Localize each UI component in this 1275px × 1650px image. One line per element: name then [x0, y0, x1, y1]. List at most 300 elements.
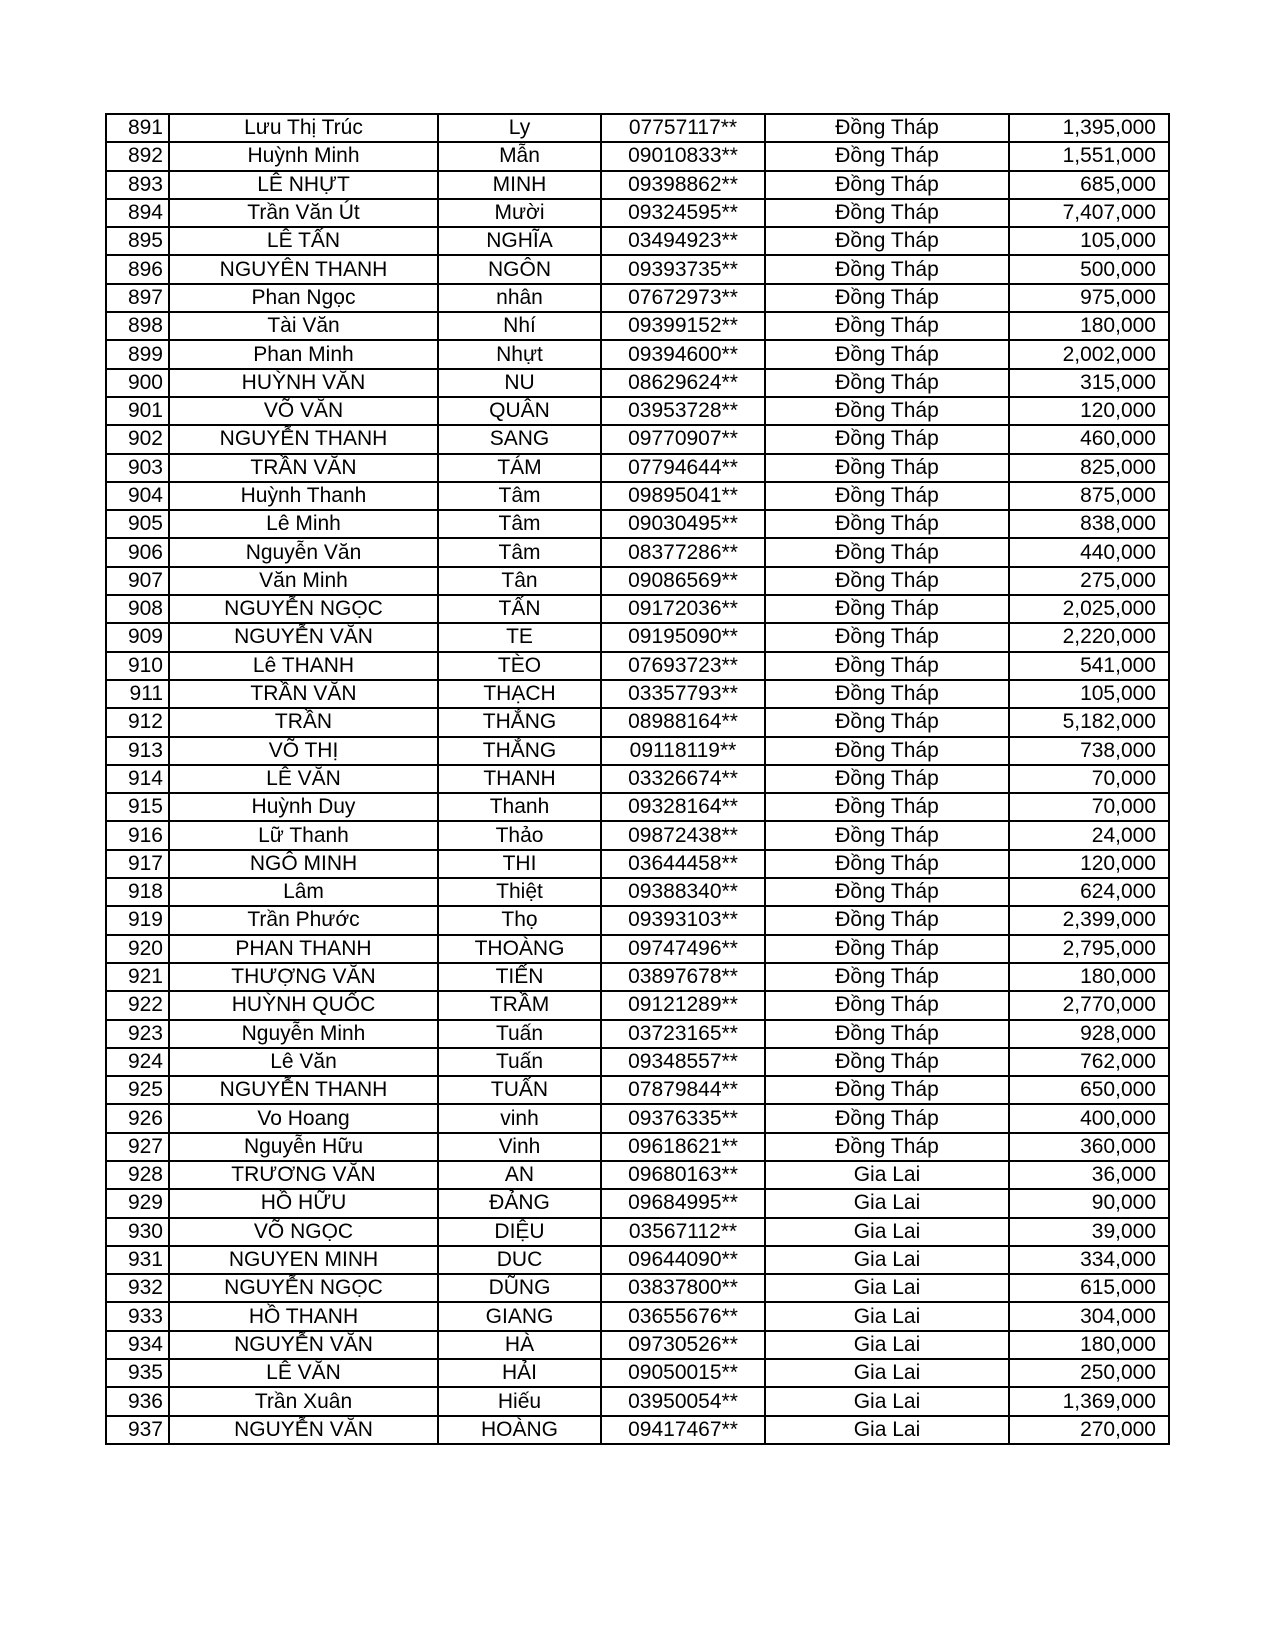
amount-cell: 1,551,000: [1009, 142, 1169, 170]
surname-cell: Tài Văn: [169, 312, 438, 340]
row-number-cell: 922: [106, 991, 169, 1019]
table-row: [106, 397, 1169, 425]
surname-cell: Lê Minh: [169, 510, 438, 538]
given-name-cell: HẢI: [438, 1359, 601, 1387]
row-number-cell: 911: [106, 680, 169, 708]
surname-cell: Nguyễn Minh: [169, 1020, 438, 1048]
amount-cell: 400,000: [1009, 1104, 1169, 1132]
surname-cell: Nguyễn Hữu: [169, 1133, 438, 1161]
table-row: [106, 538, 1169, 566]
table-row: [106, 765, 1169, 793]
given-name-cell: DŨNG: [438, 1274, 601, 1302]
phone-cell: 09770907**: [601, 425, 765, 453]
given-name-cell: HOÀNG: [438, 1416, 601, 1444]
surname-cell: THƯỢNG VĂN: [169, 963, 438, 991]
province-cell: Đồng Tháp: [765, 369, 1009, 397]
given-name-cell: Thảo: [438, 821, 601, 849]
surname-cell: NGUYỄN VĂN: [169, 623, 438, 651]
table-row: [106, 1246, 1169, 1274]
province-cell: Đồng Tháp: [765, 1133, 1009, 1161]
table-row: [106, 114, 1169, 142]
table-row: [106, 1048, 1169, 1076]
surname-cell: Lâm: [169, 878, 438, 906]
province-cell: Đồng Tháp: [765, 199, 1009, 227]
amount-cell: 5,182,000: [1009, 708, 1169, 736]
given-name-cell: TÁM: [438, 454, 601, 482]
province-cell: Đồng Tháp: [765, 765, 1009, 793]
province-cell: Đồng Tháp: [765, 397, 1009, 425]
phone-cell: 09747496**: [601, 935, 765, 963]
given-name-cell: TÈO: [438, 652, 601, 680]
row-number-cell: 912: [106, 708, 169, 736]
table-row: [106, 284, 1169, 312]
table-body: [106, 114, 1169, 1444]
row-number-cell: 932: [106, 1274, 169, 1302]
table-row: [106, 199, 1169, 227]
amount-cell: 360,000: [1009, 1133, 1169, 1161]
phone-cell: 03655676**: [601, 1302, 765, 1330]
phone-cell: 09010833**: [601, 142, 765, 170]
surname-cell: TRẦN VĂN: [169, 454, 438, 482]
province-cell: Đồng Tháp: [765, 793, 1009, 821]
amount-cell: 624,000: [1009, 878, 1169, 906]
given-name-cell: Ly: [438, 114, 601, 142]
surname-cell: TRƯƠNG VĂN: [169, 1161, 438, 1189]
table-row: [106, 1189, 1169, 1217]
table-row: [106, 991, 1169, 1019]
given-name-cell: Hiếu: [438, 1387, 601, 1415]
given-name-cell: THANH: [438, 765, 601, 793]
surname-cell: Huỳnh Thanh: [169, 482, 438, 510]
amount-cell: 39,000: [1009, 1218, 1169, 1246]
province-cell: Gia Lai: [765, 1161, 1009, 1189]
surname-cell: Huỳnh Minh: [169, 142, 438, 170]
surname-cell: PHAN THANH: [169, 935, 438, 963]
given-name-cell: Mẫn: [438, 142, 601, 170]
table-row: [106, 1331, 1169, 1359]
phone-cell: 09684995**: [601, 1189, 765, 1217]
table-row: [106, 369, 1169, 397]
amount-cell: 975,000: [1009, 284, 1169, 312]
phone-cell: 03494923**: [601, 227, 765, 255]
phone-cell: 09398862**: [601, 171, 765, 199]
phone-cell: 08988164**: [601, 708, 765, 736]
phone-cell: 09872438**: [601, 821, 765, 849]
table-row: [106, 1161, 1169, 1189]
surname-cell: TRẦN: [169, 708, 438, 736]
province-cell: Đồng Tháp: [765, 312, 1009, 340]
province-cell: Đồng Tháp: [765, 142, 1009, 170]
surname-cell: Lữ Thanh: [169, 821, 438, 849]
province-cell: Gia Lai: [765, 1302, 1009, 1330]
table-row: [106, 708, 1169, 736]
table-row: [106, 623, 1169, 651]
phone-cell: 09172036**: [601, 595, 765, 623]
surname-cell: LÊ VĂN: [169, 1359, 438, 1387]
phone-cell: 09895041**: [601, 482, 765, 510]
row-number-cell: 935: [106, 1359, 169, 1387]
given-name-cell: Thọ: [438, 906, 601, 934]
row-number-cell: 891: [106, 114, 169, 142]
given-name-cell: THI: [438, 850, 601, 878]
table-row: [106, 567, 1169, 595]
given-name-cell: Tuấn: [438, 1048, 601, 1076]
province-cell: Đồng Tháp: [765, 595, 1009, 623]
row-number-cell: 929: [106, 1189, 169, 1217]
recipient-table: [105, 113, 1170, 1445]
phone-cell: 09394600**: [601, 340, 765, 368]
province-cell: Đồng Tháp: [765, 850, 1009, 878]
row-number-cell: 913: [106, 737, 169, 765]
phone-cell: 09030495**: [601, 510, 765, 538]
row-number-cell: 898: [106, 312, 169, 340]
amount-cell: 334,000: [1009, 1246, 1169, 1274]
phone-cell: 03723165**: [601, 1020, 765, 1048]
surname-cell: NGUYEN MINH: [169, 1246, 438, 1274]
given-name-cell: AN: [438, 1161, 601, 1189]
surname-cell: LÊ NHỰT: [169, 171, 438, 199]
province-cell: Đồng Tháp: [765, 906, 1009, 934]
row-number-cell: 923: [106, 1020, 169, 1048]
phone-cell: 09324595**: [601, 199, 765, 227]
phone-cell: 03357793**: [601, 680, 765, 708]
province-cell: Đồng Tháp: [765, 538, 1009, 566]
given-name-cell: Nhí: [438, 312, 601, 340]
row-number-cell: 925: [106, 1076, 169, 1104]
table-row: [106, 1416, 1169, 1444]
surname-cell: LÊ VĂN: [169, 765, 438, 793]
row-number-cell: 892: [106, 142, 169, 170]
given-name-cell: TRẦM: [438, 991, 601, 1019]
given-name-cell: SANG: [438, 425, 601, 453]
row-number-cell: 916: [106, 821, 169, 849]
amount-cell: 825,000: [1009, 454, 1169, 482]
given-name-cell: GIANG: [438, 1302, 601, 1330]
given-name-cell: HÀ: [438, 1331, 601, 1359]
amount-cell: 2,795,000: [1009, 935, 1169, 963]
phone-cell: 07693723**: [601, 652, 765, 680]
province-cell: Đồng Tháp: [765, 510, 1009, 538]
given-name-cell: ĐẢNG: [438, 1189, 601, 1217]
phone-cell: 07757117**: [601, 114, 765, 142]
table-row: [106, 906, 1169, 934]
given-name-cell: DIỆU: [438, 1218, 601, 1246]
table-row: [106, 1274, 1169, 1302]
given-name-cell: NGHĨA: [438, 227, 601, 255]
amount-cell: 762,000: [1009, 1048, 1169, 1076]
amount-cell: 2,399,000: [1009, 906, 1169, 934]
province-cell: Gia Lai: [765, 1274, 1009, 1302]
province-cell: Đồng Tháp: [765, 878, 1009, 906]
row-number-cell: 895: [106, 227, 169, 255]
given-name-cell: TUẤN: [438, 1076, 601, 1104]
province-cell: Gia Lai: [765, 1331, 1009, 1359]
table-row: [106, 1359, 1169, 1387]
amount-cell: 440,000: [1009, 538, 1169, 566]
table-row: [106, 935, 1169, 963]
phone-cell: 09618621**: [601, 1133, 765, 1161]
table-row: [106, 510, 1169, 538]
phone-cell: 09121289**: [601, 991, 765, 1019]
surname-cell: NGUYỄN NGỌC: [169, 595, 438, 623]
table-row: [106, 1133, 1169, 1161]
row-number-cell: 907: [106, 567, 169, 595]
row-number-cell: 930: [106, 1218, 169, 1246]
row-number-cell: 920: [106, 935, 169, 963]
amount-cell: 315,000: [1009, 369, 1169, 397]
row-number-cell: 901: [106, 397, 169, 425]
row-number-cell: 924: [106, 1048, 169, 1076]
phone-cell: 08377286**: [601, 538, 765, 566]
table-row: [106, 1020, 1169, 1048]
surname-cell: Lê Văn: [169, 1048, 438, 1076]
given-name-cell: vinh: [438, 1104, 601, 1132]
row-number-cell: 917: [106, 850, 169, 878]
phone-cell: 09680163**: [601, 1161, 765, 1189]
surname-cell: Phan Minh: [169, 340, 438, 368]
amount-cell: 36,000: [1009, 1161, 1169, 1189]
phone-cell: 03837800**: [601, 1274, 765, 1302]
given-name-cell: QUÂN: [438, 397, 601, 425]
given-name-cell: TẤN: [438, 595, 601, 623]
row-number-cell: 897: [106, 284, 169, 312]
given-name-cell: Thiệt: [438, 878, 601, 906]
phone-cell: 07672973**: [601, 284, 765, 312]
row-number-cell: 927: [106, 1133, 169, 1161]
surname-cell: Phan Ngọc: [169, 284, 438, 312]
province-cell: Đồng Tháp: [765, 567, 1009, 595]
amount-cell: 70,000: [1009, 765, 1169, 793]
amount-cell: 500,000: [1009, 255, 1169, 283]
given-name-cell: DUC: [438, 1246, 601, 1274]
table-row: [106, 1104, 1169, 1132]
surname-cell: Huỳnh Duy: [169, 793, 438, 821]
phone-cell: 03326674**: [601, 765, 765, 793]
amount-cell: 275,000: [1009, 567, 1169, 595]
amount-cell: 541,000: [1009, 652, 1169, 680]
table-row: [106, 340, 1169, 368]
phone-cell: 03644458**: [601, 850, 765, 878]
table-row: [106, 652, 1169, 680]
phone-cell: 07879844**: [601, 1076, 765, 1104]
given-name-cell: Tân: [438, 567, 601, 595]
phone-cell: 03950054**: [601, 1387, 765, 1415]
phone-cell: 09388340**: [601, 878, 765, 906]
table-row: [106, 1218, 1169, 1246]
amount-cell: 460,000: [1009, 425, 1169, 453]
table-row: [106, 482, 1169, 510]
phone-cell: 09348557**: [601, 1048, 765, 1076]
table-row: [106, 312, 1169, 340]
row-number-cell: 928: [106, 1161, 169, 1189]
surname-cell: Vo Hoang: [169, 1104, 438, 1132]
given-name-cell: Thanh: [438, 793, 601, 821]
table-row: [106, 850, 1169, 878]
amount-cell: 180,000: [1009, 963, 1169, 991]
amount-cell: 650,000: [1009, 1076, 1169, 1104]
province-cell: Đồng Tháp: [765, 425, 1009, 453]
given-name-cell: THẮNG: [438, 737, 601, 765]
table-row: [106, 821, 1169, 849]
amount-cell: 70,000: [1009, 793, 1169, 821]
surname-cell: NGUYỄN VĂN: [169, 1416, 438, 1444]
phone-cell: 09118119**: [601, 737, 765, 765]
row-number-cell: 908: [106, 595, 169, 623]
given-name-cell: THOÀNG: [438, 935, 601, 963]
phone-cell: 09195090**: [601, 623, 765, 651]
given-name-cell: THẮNG: [438, 708, 601, 736]
phone-cell: 09376335**: [601, 1104, 765, 1132]
row-number-cell: 933: [106, 1302, 169, 1330]
surname-cell: TRẦN VĂN: [169, 680, 438, 708]
row-number-cell: 915: [106, 793, 169, 821]
amount-cell: 120,000: [1009, 850, 1169, 878]
amount-cell: 105,000: [1009, 680, 1169, 708]
table-row: [106, 737, 1169, 765]
province-cell: Đồng Tháp: [765, 340, 1009, 368]
phone-cell: 09399152**: [601, 312, 765, 340]
given-name-cell: NGÔN: [438, 255, 601, 283]
province-cell: Đồng Tháp: [765, 1048, 1009, 1076]
surname-cell: HỒ HỮU: [169, 1189, 438, 1217]
given-name-cell: Tâm: [438, 538, 601, 566]
phone-cell: 09328164**: [601, 793, 765, 821]
province-cell: Đồng Tháp: [765, 255, 1009, 283]
row-number-cell: 919: [106, 906, 169, 934]
phone-cell: 03953728**: [601, 397, 765, 425]
surname-cell: Lê THANH: [169, 652, 438, 680]
province-cell: Gia Lai: [765, 1359, 1009, 1387]
row-number-cell: 900: [106, 369, 169, 397]
surname-cell: NGUYỄN THANH: [169, 1076, 438, 1104]
amount-cell: 875,000: [1009, 482, 1169, 510]
amount-cell: 1,369,000: [1009, 1387, 1169, 1415]
surname-cell: NGUYÊN THANH: [169, 255, 438, 283]
phone-cell: 09086569**: [601, 567, 765, 595]
table-row: [106, 878, 1169, 906]
surname-cell: HỒ THANH: [169, 1302, 438, 1330]
row-number-cell: 903: [106, 454, 169, 482]
surname-cell: Nguyễn Văn: [169, 538, 438, 566]
row-number-cell: 902: [106, 425, 169, 453]
amount-cell: 120,000: [1009, 397, 1169, 425]
phone-cell: 08629624**: [601, 369, 765, 397]
row-number-cell: 905: [106, 510, 169, 538]
province-cell: Đồng Tháp: [765, 171, 1009, 199]
given-name-cell: Nhựt: [438, 340, 601, 368]
amount-cell: 738,000: [1009, 737, 1169, 765]
row-number-cell: 910: [106, 652, 169, 680]
row-number-cell: 918: [106, 878, 169, 906]
given-name-cell: Tâm: [438, 482, 601, 510]
province-cell: Đồng Tháp: [765, 114, 1009, 142]
row-number-cell: 906: [106, 538, 169, 566]
province-cell: Đồng Tháp: [765, 227, 1009, 255]
table-row: [106, 255, 1169, 283]
row-number-cell: 937: [106, 1416, 169, 1444]
amount-cell: 90,000: [1009, 1189, 1169, 1217]
amount-cell: 2,002,000: [1009, 340, 1169, 368]
table-row: [106, 680, 1169, 708]
surname-cell: HUỲNH QUỐC: [169, 991, 438, 1019]
table-row: [106, 142, 1169, 170]
amount-cell: 105,000: [1009, 227, 1169, 255]
amount-cell: 24,000: [1009, 821, 1169, 849]
province-cell: Đồng Tháp: [765, 935, 1009, 963]
phone-cell: 09417467**: [601, 1416, 765, 1444]
amount-cell: 1,395,000: [1009, 114, 1169, 142]
table-row: [106, 1076, 1169, 1104]
surname-cell: Văn Minh: [169, 567, 438, 595]
province-cell: Đồng Tháp: [765, 991, 1009, 1019]
province-cell: Đồng Tháp: [765, 708, 1009, 736]
given-name-cell: TE: [438, 623, 601, 651]
table-row: [106, 595, 1169, 623]
amount-cell: 180,000: [1009, 312, 1169, 340]
amount-cell: 838,000: [1009, 510, 1169, 538]
row-number-cell: 899: [106, 340, 169, 368]
given-name-cell: NU: [438, 369, 601, 397]
province-cell: Đồng Tháp: [765, 623, 1009, 651]
row-number-cell: 909: [106, 623, 169, 651]
province-cell: Đồng Tháp: [765, 454, 1009, 482]
surname-cell: VÕ VĂN: [169, 397, 438, 425]
amount-cell: 180,000: [1009, 1331, 1169, 1359]
given-name-cell: Vinh: [438, 1133, 601, 1161]
table-row: [106, 1302, 1169, 1330]
table-row: [106, 171, 1169, 199]
phone-cell: 09644090**: [601, 1246, 765, 1274]
surname-cell: HUỲNH VĂN: [169, 369, 438, 397]
table-row: [106, 425, 1169, 453]
province-cell: Gia Lai: [765, 1218, 1009, 1246]
amount-cell: 2,220,000: [1009, 623, 1169, 651]
phone-cell: 09050015**: [601, 1359, 765, 1387]
surname-cell: Trần Xuân: [169, 1387, 438, 1415]
row-number-cell: 934: [106, 1331, 169, 1359]
amount-cell: 2,770,000: [1009, 991, 1169, 1019]
given-name-cell: Tâm: [438, 510, 601, 538]
surname-cell: Trần Văn Út: [169, 199, 438, 227]
row-number-cell: 904: [106, 482, 169, 510]
given-name-cell: TIẾN: [438, 963, 601, 991]
row-number-cell: 931: [106, 1246, 169, 1274]
surname-cell: VÕ THỊ: [169, 737, 438, 765]
row-number-cell: 893: [106, 171, 169, 199]
surname-cell: VÕ NGỌC: [169, 1218, 438, 1246]
province-cell: Gia Lai: [765, 1387, 1009, 1415]
amount-cell: 928,000: [1009, 1020, 1169, 1048]
given-name-cell: nhân: [438, 284, 601, 312]
given-name-cell: THẠCH: [438, 680, 601, 708]
province-cell: Đồng Tháp: [765, 1076, 1009, 1104]
table-row: [106, 793, 1169, 821]
phone-cell: 09393735**: [601, 255, 765, 283]
surname-cell: NGUYỄN THANH: [169, 425, 438, 453]
province-cell: Đồng Tháp: [765, 680, 1009, 708]
phone-cell: 07794644**: [601, 454, 765, 482]
amount-cell: 250,000: [1009, 1359, 1169, 1387]
province-cell: Đồng Tháp: [765, 482, 1009, 510]
province-cell: Gia Lai: [765, 1416, 1009, 1444]
surname-cell: LÊ TẤN: [169, 227, 438, 255]
row-number-cell: 896: [106, 255, 169, 283]
row-number-cell: 926: [106, 1104, 169, 1132]
province-cell: Đồng Tháp: [765, 1104, 1009, 1132]
surname-cell: Trần Phước: [169, 906, 438, 934]
surname-cell: NGUYỄN VĂN: [169, 1331, 438, 1359]
province-cell: Đồng Tháp: [765, 652, 1009, 680]
